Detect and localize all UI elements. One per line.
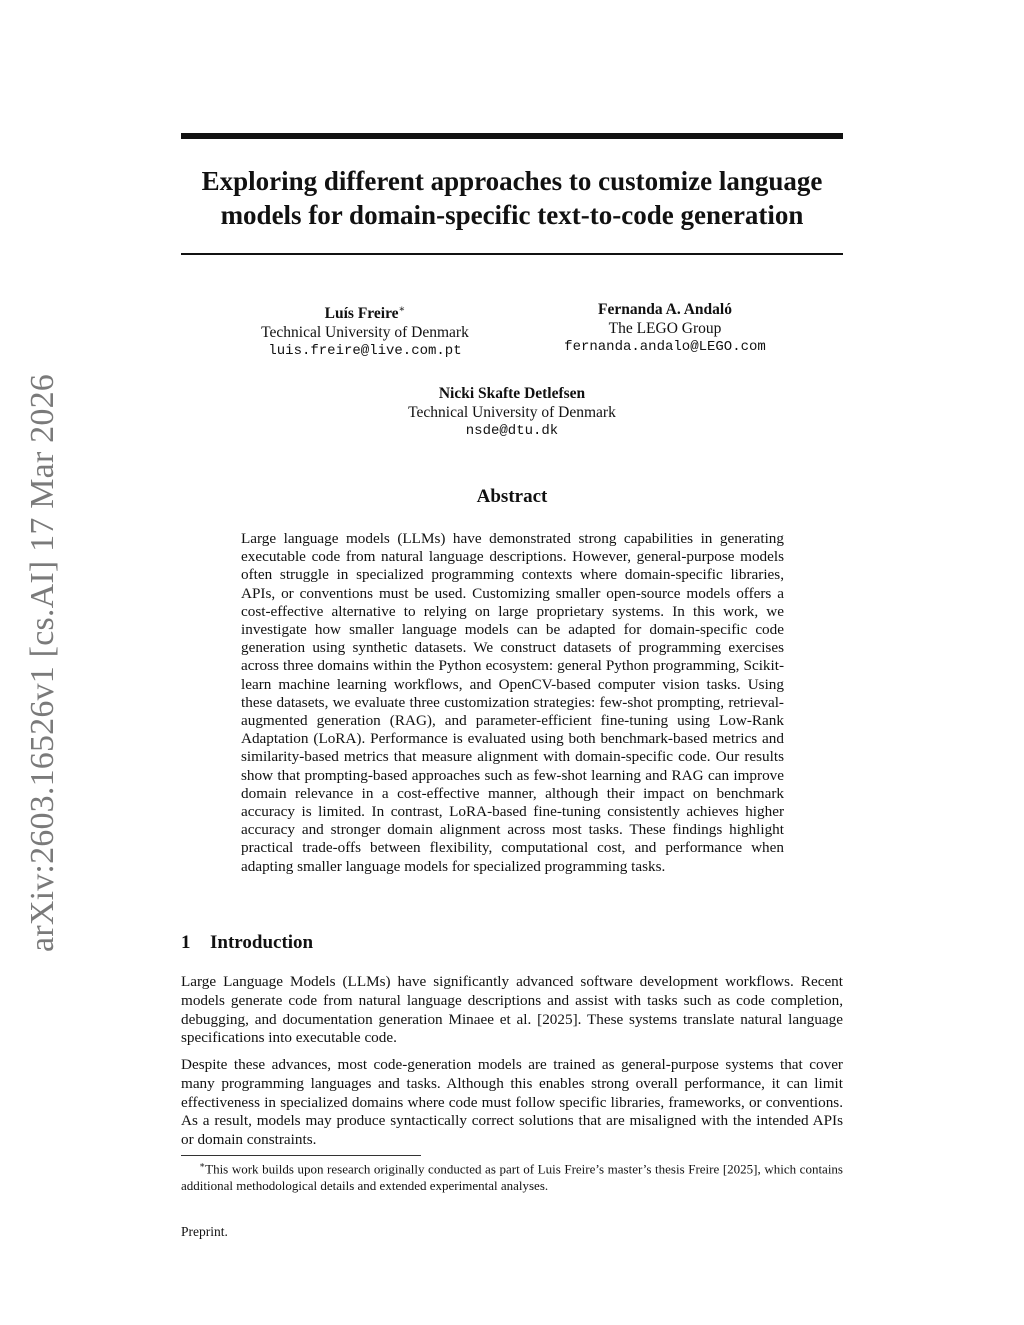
section-heading-introduction — [181, 931, 313, 955]
author-name: Luís Freire∗ — [324, 304, 406, 323]
author-affiliation: The LEGO Group — [608, 320, 722, 337]
preprint-label: Preprint. — [181, 1224, 228, 1239]
paper-title: Exploring different approaches to customize language models for domain-specific text-to-code generation — [201, 166, 823, 230]
abstract-heading: Abstract — [476, 486, 548, 507]
footnote-marker: ∗ — [398, 304, 406, 315]
section-title: Introduction — [210, 932, 314, 953]
author-block-3 — [362, 384, 662, 441]
intro-paragraph-2: Despite these advances, most code-generation models are trained as general-purpose systems that cover many programming languages and tasks. Although this enables strong overall performance, it can limit effectiveness in specialized domains where code must follow specific libraries, frameworks, or conventions. As a result, models may produce syntactically correct solutions that are misaligned with the intended APIs or domain constraints. — [181, 1056, 843, 1149]
author-email: fernanda.andalo@LEGO.com — [564, 339, 766, 355]
abstract-text: Large language models (LLMs) have demonstrated strong capabilities in generating executable code from natural language descriptions. However, general-purpose models often struggle in specialized programming contexts where domain-specific libraries, APIs, or conventions must be used. Customizing smaller open-source models offers a cost-effective alternative to relying on large proprietary systems. In this work, we investigate how smaller language models can be adapted for domain-specific code generation using synthetic datasets. We construct datasets of programming exercises across three domains within the Python ecosystem: general Python programming, Scikit-learn machine learning workflows, and OpenCV-based computer vision tasks. Using these datasets, we evaluate three customization strategies: few-shot prompting, retrieval-augmented generation (RAG), and parameter-efficient fine-tuning using Low-Rank Adaptation (LoRA). Performance is evaluated using both benchmark-based metrics and similarity-based metrics that measure alignment with domain-specific code. Our results show that prompting-based approaches such as few-shot learning and RAG can improve domain relevance in a cost-effective manner, although their impact on benchmark accuracy is limited. In contrast, LoRA-based fine-tuning consistently achieves higher accuracy and stronger domain alignment across most tasks. These findings highlight practical trade-offs between flexibility, computational cost, and performance when adapting smaller language models for specialized programming tasks. — [241, 530, 784, 875]
footnote-mark: ∗ — [199, 1160, 206, 1170]
title-rule-bottom — [181, 253, 843, 255]
intro-paragraph-1: Large Language Models (LLMs) have significantly advanced software development workflows. Recent models generate code from natural language descriptions and assist with tasks such as code completion, debugging, and documentation generation Minaee et al. [2025]. These systems translate natural language specifications into executable code. — [181, 973, 843, 1047]
author-affiliation: Technical University of Denmark — [408, 404, 616, 421]
footnote-rule — [181, 1155, 421, 1156]
author-email: luis.freire@live.com.pt — [268, 343, 462, 360]
footnote — [181, 1157, 843, 1194]
arxiv-identifier-text: arXiv:2603.16526v1 [cs.AI] 17 Mar 2026 — [24, 374, 62, 952]
author-name: Fernanda A. Andaló — [598, 301, 732, 318]
section-number: 1 — [181, 932, 191, 953]
author-name: Nicki Skafte Detlefsen — [438, 385, 586, 402]
author-block-1 — [215, 300, 515, 361]
author-block-2 — [525, 300, 805, 357]
footnote-text: This work builds upon research originally conducted as part of Luis Freire’s master’s thesis Freire [2025], which contains additional methodological details and extended experimental analyses. — [181, 1161, 843, 1194]
arxiv-identifier — [8, 373, 78, 953]
author-affiliation: Technical University of Denmark — [261, 324, 469, 342]
author-email: nsde@dtu.dk — [465, 423, 559, 439]
title-rule-top — [181, 133, 843, 139]
